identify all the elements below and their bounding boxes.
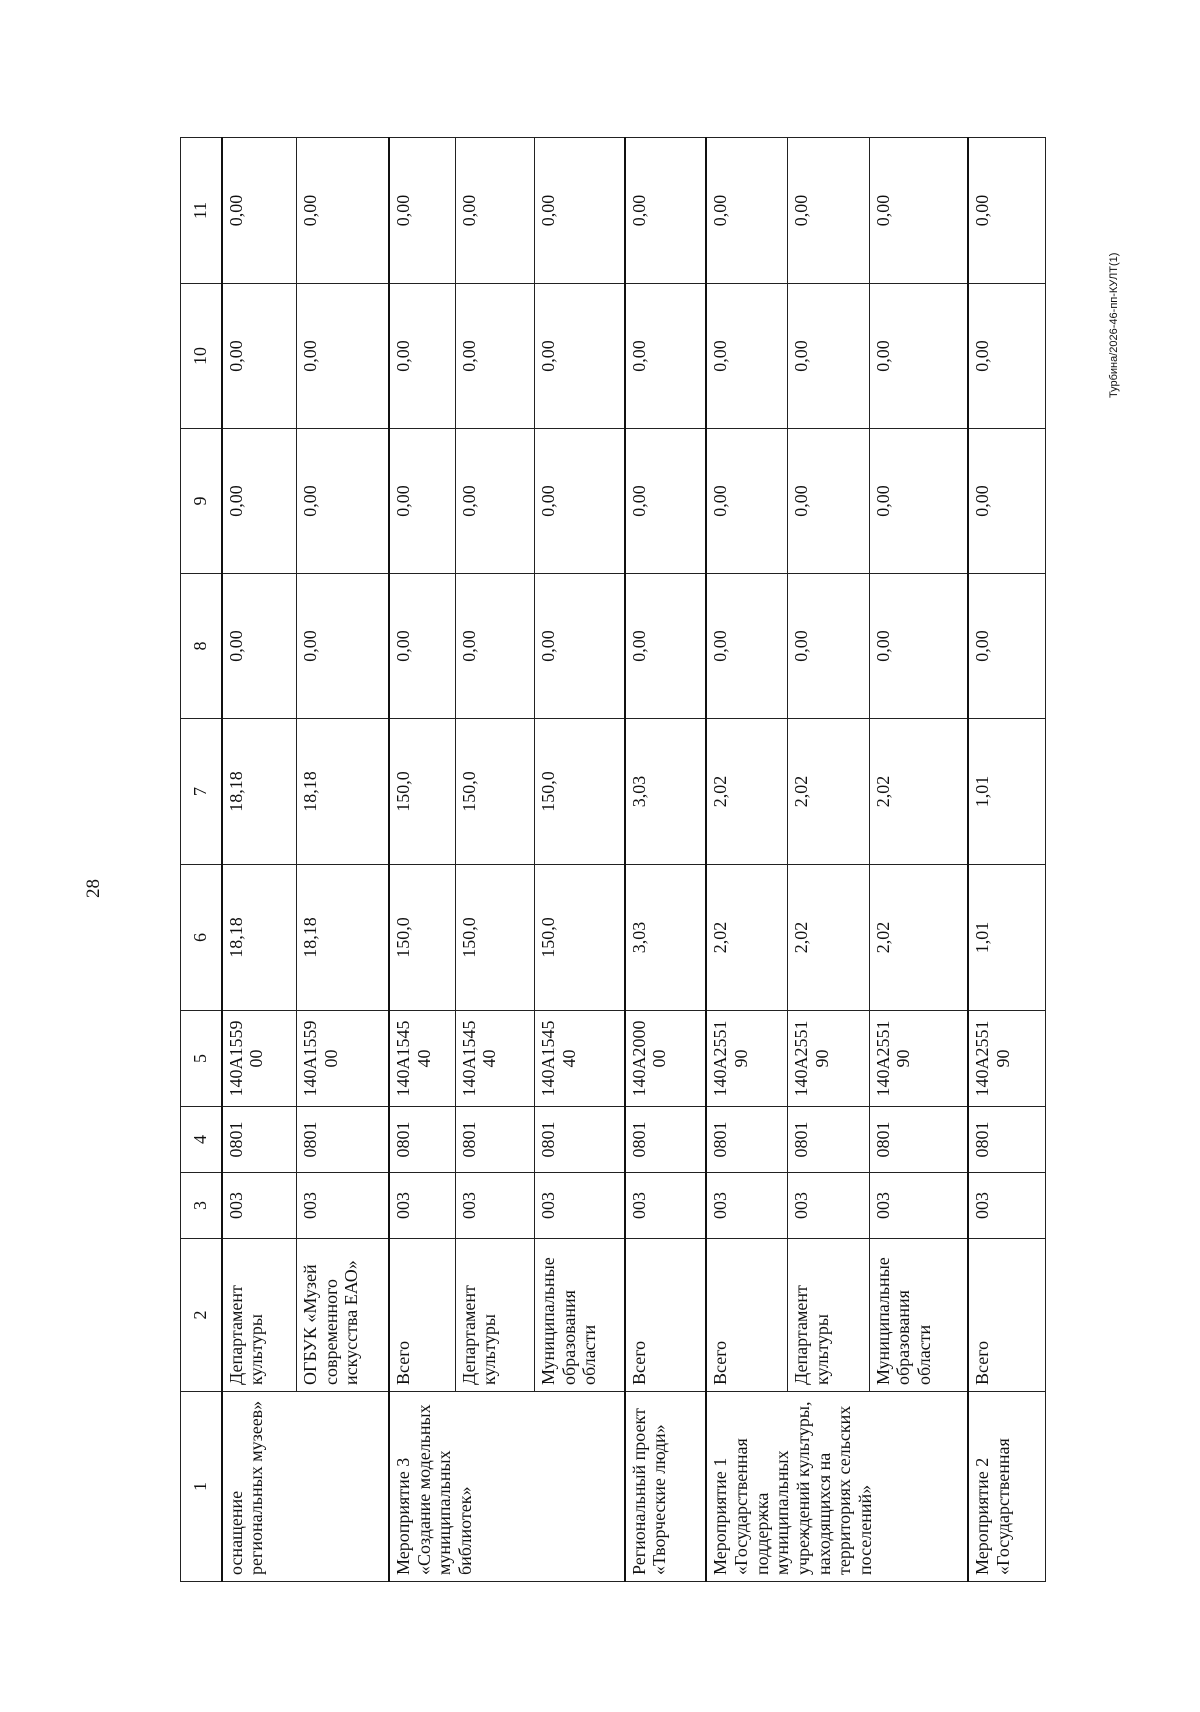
amount-cell: 0,00: [869, 429, 968, 574]
code-grbs-cell: 003: [625, 1173, 707, 1239]
col-header: 7: [181, 719, 222, 865]
amount-cell: 0,00: [534, 574, 624, 719]
col-header: 11: [181, 138, 222, 284]
code-target-article-cell: 140А1545 40: [455, 1011, 534, 1107]
code-section-cell: 0801: [455, 1107, 534, 1173]
col-header: 8: [181, 574, 222, 719]
amount-cell: 0,00: [869, 284, 968, 429]
table-row: [455, 138, 534, 1582]
amount-cell: 0,00: [625, 284, 707, 429]
amount-cell: 2,02: [788, 865, 870, 1011]
amount-cell: 0,00: [706, 138, 788, 284]
responsible-cell: Департамент культуры: [788, 1239, 870, 1392]
amount-cell: 0,00: [534, 138, 624, 284]
amount-cell: 2,02: [706, 719, 788, 865]
code-target-article-cell: 140А1545 40: [534, 1011, 624, 1107]
responsible-cell: Всего: [625, 1239, 707, 1392]
amount-cell: 0,00: [968, 429, 1045, 574]
table-row: [788, 138, 870, 1582]
responsible-cell: Департамент культуры: [222, 1239, 297, 1392]
col-header: 4: [181, 1107, 222, 1173]
code-grbs-cell: 003: [869, 1173, 968, 1239]
amount-cell: 0,00: [869, 138, 968, 284]
code-grbs-cell: 003: [706, 1173, 788, 1239]
amount-cell: 2,02: [706, 865, 788, 1011]
amount-cell: 0,00: [389, 429, 455, 574]
amount-cell: 150,0: [389, 719, 455, 865]
col-header: 9: [181, 429, 222, 574]
code-target-article-cell: 140А1559 00: [222, 1011, 297, 1107]
code-section-cell: 0801: [296, 1107, 389, 1173]
amount-cell: 0,00: [455, 138, 534, 284]
amount-cell: 0,00: [625, 138, 707, 284]
code-section-cell: 0801: [869, 1107, 968, 1173]
amount-cell: 150,0: [534, 719, 624, 865]
program-name-cell: Мероприятие 3 «Создание модельных муниципальных библиотек»: [389, 1392, 625, 1582]
col-header: 6: [181, 865, 222, 1011]
code-target-article-cell: 140А1559 00: [296, 1011, 389, 1107]
col-header: 1: [181, 1392, 222, 1582]
table-row: [534, 138, 624, 1582]
page-number: 28: [83, 879, 104, 898]
amount-cell: 0,00: [389, 284, 455, 429]
code-grbs-cell: 003: [968, 1173, 1045, 1239]
amount-cell: 0,00: [296, 429, 389, 574]
amount-cell: 0,00: [968, 284, 1045, 429]
col-header: 10: [181, 284, 222, 429]
amount-cell: 0,00: [389, 574, 455, 719]
amount-cell: 1,01: [968, 719, 1045, 865]
code-target-article-cell: 140А2551 90: [706, 1011, 788, 1107]
program-name-cell: оснащение региональных музеев»: [222, 1392, 389, 1582]
responsible-cell: ОГБУК «Музей современного искусства ЕАО»: [296, 1239, 389, 1392]
amount-cell: 150,0: [455, 865, 534, 1011]
amount-cell: 1,01: [968, 865, 1045, 1011]
amount-cell: 0,00: [706, 284, 788, 429]
program-name-cell: Мероприятие 1 «Государственная поддержка муниципальных учреждений культуры, находящихся на территориях сельских поселений»: [706, 1392, 968, 1582]
amount-cell: 0,00: [968, 574, 1045, 719]
code-target-article-cell: 140А2551 90: [788, 1011, 870, 1107]
amount-cell: 0,00: [296, 284, 389, 429]
amount-cell: 18,18: [296, 719, 389, 865]
amount-cell: 0,00: [968, 138, 1045, 284]
code-target-article-cell: 140А2551 90: [869, 1011, 968, 1107]
responsible-cell: Всего: [968, 1239, 1045, 1392]
responsible-cell: Всего: [389, 1239, 455, 1392]
amount-cell: 18,18: [296, 865, 389, 1011]
amount-cell: 0,00: [222, 574, 297, 719]
code-section-cell: 0801: [222, 1107, 297, 1173]
code-grbs-cell: 003: [222, 1173, 297, 1239]
code-grbs-cell: 003: [788, 1173, 870, 1239]
amount-cell: 150,0: [455, 719, 534, 865]
code-target-article-cell: 140А2000 00: [625, 1011, 707, 1107]
program-name-cell: Региональный проект «Творческие люди»: [625, 1392, 707, 1582]
amount-cell: 0,00: [296, 138, 389, 284]
table-row: [706, 138, 788, 1582]
amount-cell: 0,00: [222, 429, 297, 574]
budget-table: [180, 137, 1046, 1582]
col-header: 2: [181, 1239, 222, 1392]
code-section-cell: 0801: [788, 1107, 870, 1173]
amount-cell: 0,00: [706, 429, 788, 574]
code-target-article-cell: 140А2551 90: [968, 1011, 1045, 1107]
amount-cell: 0,00: [296, 574, 389, 719]
amount-cell: 0,00: [788, 284, 870, 429]
code-target-article-cell: 140А1545 40: [389, 1011, 455, 1107]
responsible-cell: Муниципальные образования области: [869, 1239, 968, 1392]
code-grbs-cell: 003: [296, 1173, 389, 1239]
amount-cell: 0,00: [788, 138, 870, 284]
amount-cell: 0,00: [706, 574, 788, 719]
document-code: Турбина/2026-46-пп-КУЛТ(1): [1108, 252, 1120, 398]
amount-cell: 0,00: [222, 138, 297, 284]
table-row: [389, 138, 455, 1582]
table-row: [296, 138, 389, 1582]
rotated-table-container: [180, 138, 1046, 1582]
amount-cell: 2,02: [788, 719, 870, 865]
amount-cell: 18,18: [222, 719, 297, 865]
amount-cell: 150,0: [389, 865, 455, 1011]
code-section-cell: 0801: [968, 1107, 1045, 1173]
code-section-cell: 0801: [389, 1107, 455, 1173]
amount-cell: 0,00: [389, 138, 455, 284]
amount-cell: 0,00: [222, 284, 297, 429]
amount-cell: 18,18: [222, 865, 297, 1011]
table-row: [869, 138, 968, 1582]
amount-cell: 0,00: [869, 574, 968, 719]
amount-cell: 0,00: [625, 429, 707, 574]
col-header: 5: [181, 1011, 222, 1107]
amount-cell: 0,00: [455, 574, 534, 719]
amount-cell: 2,02: [869, 719, 968, 865]
amount-cell: 0,00: [788, 429, 870, 574]
table-row: [625, 138, 707, 1582]
responsible-cell: Всего: [706, 1239, 788, 1392]
amount-cell: 2,02: [869, 865, 968, 1011]
code-grbs-cell: 003: [534, 1173, 624, 1239]
code-section-cell: 0801: [706, 1107, 788, 1173]
responsible-cell: Муниципальные образования области: [534, 1239, 624, 1392]
amount-cell: 0,00: [534, 284, 624, 429]
amount-cell: 150,0: [534, 865, 624, 1011]
responsible-cell: Департамент культуры: [455, 1239, 534, 1392]
amount-cell: 0,00: [455, 429, 534, 574]
code-section-cell: 0801: [534, 1107, 624, 1173]
header-row: [181, 138, 222, 1582]
program-name-cell: Мероприятие 2 «Государственная: [968, 1392, 1045, 1582]
table-row: [968, 138, 1045, 1582]
table-body: [222, 138, 1046, 1582]
code-section-cell: 0801: [625, 1107, 707, 1173]
amount-cell: 0,00: [534, 429, 624, 574]
col-header: 3: [181, 1173, 222, 1239]
amount-cell: 0,00: [455, 284, 534, 429]
code-grbs-cell: 003: [455, 1173, 534, 1239]
code-grbs-cell: 003: [389, 1173, 455, 1239]
table-row: [222, 138, 297, 1582]
amount-cell: 3,03: [625, 719, 707, 865]
amount-cell: 0,00: [625, 574, 707, 719]
amount-cell: 0,00: [788, 574, 870, 719]
amount-cell: 3,03: [625, 865, 707, 1011]
